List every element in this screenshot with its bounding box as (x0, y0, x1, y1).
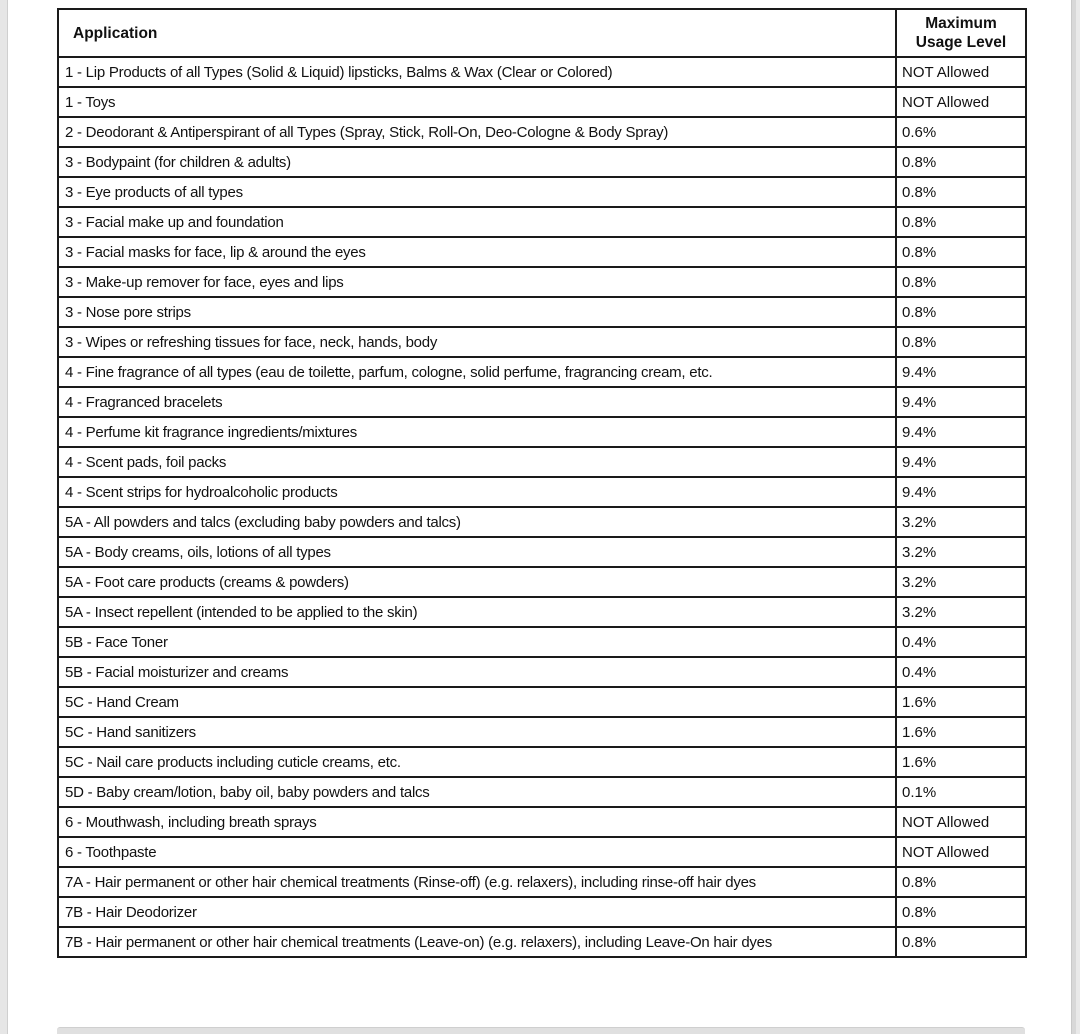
table-row (58, 207, 1026, 237)
application-cell: 5D - Baby cream/lotion, baby oil, baby powders and talcs (58, 777, 896, 807)
table-row (58, 327, 1026, 357)
table-row (58, 537, 1026, 567)
usage-level-cell: 9.4% (896, 387, 1026, 417)
table-row (58, 297, 1026, 327)
application-cell: 7A - Hair permanent or other hair chemical treatments (Rinse-off) (e.g. relaxers), including rinse-off hair dyes (58, 867, 896, 897)
page-edge-left (0, 0, 8, 1034)
usage-level-cell: 9.4% (896, 417, 1026, 447)
application-cell: 5A - Body creams, oils, lotions of all types (58, 537, 896, 567)
application-cell: 3 - Bodypaint (for children & adults) (58, 147, 896, 177)
usage-level-cell: 3.2% (896, 567, 1026, 597)
table-row (58, 147, 1026, 177)
table-row (58, 747, 1026, 777)
usage-level-cell: 9.4% (896, 447, 1026, 477)
table-row (58, 657, 1026, 687)
usage-level-cell: 0.1% (896, 777, 1026, 807)
usage-level-cell: NOT Allowed (896, 57, 1026, 87)
next-element-edge (57, 1027, 1025, 1034)
usage-level-cell: 3.2% (896, 507, 1026, 537)
table-row (58, 567, 1026, 597)
usage-level-cell: 0.8% (896, 237, 1026, 267)
application-cell: 1 - Lip Products of all Types (Solid & Liquid) lipsticks, Balms & Wax (Clear or Colored) (58, 57, 896, 87)
application-cell: 6 - Mouthwash, including breath sprays (58, 807, 896, 837)
application-cell: 5C - Hand Cream (58, 687, 896, 717)
table-row (58, 867, 1026, 897)
column-header-application: Application (58, 9, 896, 57)
table-row (58, 387, 1026, 417)
table-row (58, 807, 1026, 837)
table-row (58, 447, 1026, 477)
table-row (58, 357, 1026, 387)
usage-level-cell: NOT Allowed (896, 837, 1026, 867)
table-row (58, 267, 1026, 297)
table-row (58, 477, 1026, 507)
usage-level-cell: 0.8% (896, 267, 1026, 297)
table-row (58, 117, 1026, 147)
application-cell: 3 - Facial make up and foundation (58, 207, 896, 237)
column-header-max-usage-level: Maximum Usage Level (896, 9, 1026, 57)
usage-level-cell: 0.8% (896, 147, 1026, 177)
table-row (58, 237, 1026, 267)
application-cell: 5A - Foot care products (creams & powders) (58, 567, 896, 597)
table-row (58, 177, 1026, 207)
table-row (58, 507, 1026, 537)
application-cell: 4 - Fragranced bracelets (58, 387, 896, 417)
usage-table-container (57, 8, 1025, 958)
usage-level-cell: 0.4% (896, 627, 1026, 657)
usage-level-cell: 0.8% (896, 207, 1026, 237)
application-cell: 3 - Facial masks for face, lip & around the eyes (58, 237, 896, 267)
application-cell: 3 - Wipes or refreshing tissues for face, neck, hands, body (58, 327, 896, 357)
table-row (58, 417, 1026, 447)
usage-table (57, 8, 1027, 958)
table-body (58, 57, 1026, 957)
usage-level-cell: 0.8% (896, 927, 1026, 957)
usage-level-cell: 0.8% (896, 867, 1026, 897)
table-row (58, 57, 1026, 87)
application-cell: 4 - Perfume kit fragrance ingredients/mixtures (58, 417, 896, 447)
usage-level-cell: 0.8% (896, 177, 1026, 207)
table-row (58, 777, 1026, 807)
table-row (58, 597, 1026, 627)
scrollbar-track[interactable] (1071, 0, 1080, 1034)
usage-level-cell: 1.6% (896, 687, 1026, 717)
usage-level-cell: NOT Allowed (896, 87, 1026, 117)
application-cell: 4 - Scent strips for hydroalcoholic products (58, 477, 896, 507)
usage-level-cell: 1.6% (896, 747, 1026, 777)
application-cell: 5C - Nail care products including cuticle creams, etc. (58, 747, 896, 777)
table-row (58, 687, 1026, 717)
application-cell: 3 - Nose pore strips (58, 297, 896, 327)
application-cell: 5A - All powders and talcs (excluding baby powders and talcs) (58, 507, 896, 537)
table-row (58, 627, 1026, 657)
usage-level-cell: 3.2% (896, 537, 1026, 567)
table-row (58, 87, 1026, 117)
application-cell: 5A - Insect repellent (intended to be applied to the skin) (58, 597, 896, 627)
usage-level-cell: 9.4% (896, 477, 1026, 507)
header-row (58, 9, 1026, 57)
application-cell: 5B - Face Toner (58, 627, 896, 657)
table-row (58, 837, 1026, 867)
usage-level-cell: 1.6% (896, 717, 1026, 747)
scrollbar-thumb[interactable] (1072, 0, 1076, 1034)
application-cell: 7B - Hair Deodorizer (58, 897, 896, 927)
application-cell: 3 - Eye products of all types (58, 177, 896, 207)
table-row (58, 717, 1026, 747)
usage-level-cell: 9.4% (896, 357, 1026, 387)
application-cell: 4 - Scent pads, foil packs (58, 447, 896, 477)
application-cell: 7B - Hair permanent or other hair chemical treatments (Leave-on) (e.g. relaxers), including Leave-On hair dyes (58, 927, 896, 957)
application-cell: 1 - Toys (58, 87, 896, 117)
application-cell: 6 - Toothpaste (58, 837, 896, 867)
usage-level-cell: 0.8% (896, 897, 1026, 927)
application-cell: 3 - Make-up remover for face, eyes and lips (58, 267, 896, 297)
usage-level-cell: 0.6% (896, 117, 1026, 147)
usage-level-cell: 0.8% (896, 327, 1026, 357)
usage-level-cell: 0.8% (896, 297, 1026, 327)
table-row (58, 927, 1026, 957)
table-row (58, 897, 1026, 927)
usage-level-cell: 3.2% (896, 597, 1026, 627)
application-cell: 4 - Fine fragrance of all types (eau de toilette, parfum, cologne, solid perfume, fragrancing cream, etc. (58, 357, 896, 387)
application-cell: 5C - Hand sanitizers (58, 717, 896, 747)
application-cell: 2 - Deodorant & Antiperspirant of all Types (Spray, Stick, Roll-On, Deo-Cologne & Body Spray) (58, 117, 896, 147)
usage-level-cell: 0.4% (896, 657, 1026, 687)
usage-level-cell: NOT Allowed (896, 807, 1026, 837)
application-cell: 5B - Facial moisturizer and creams (58, 657, 896, 687)
